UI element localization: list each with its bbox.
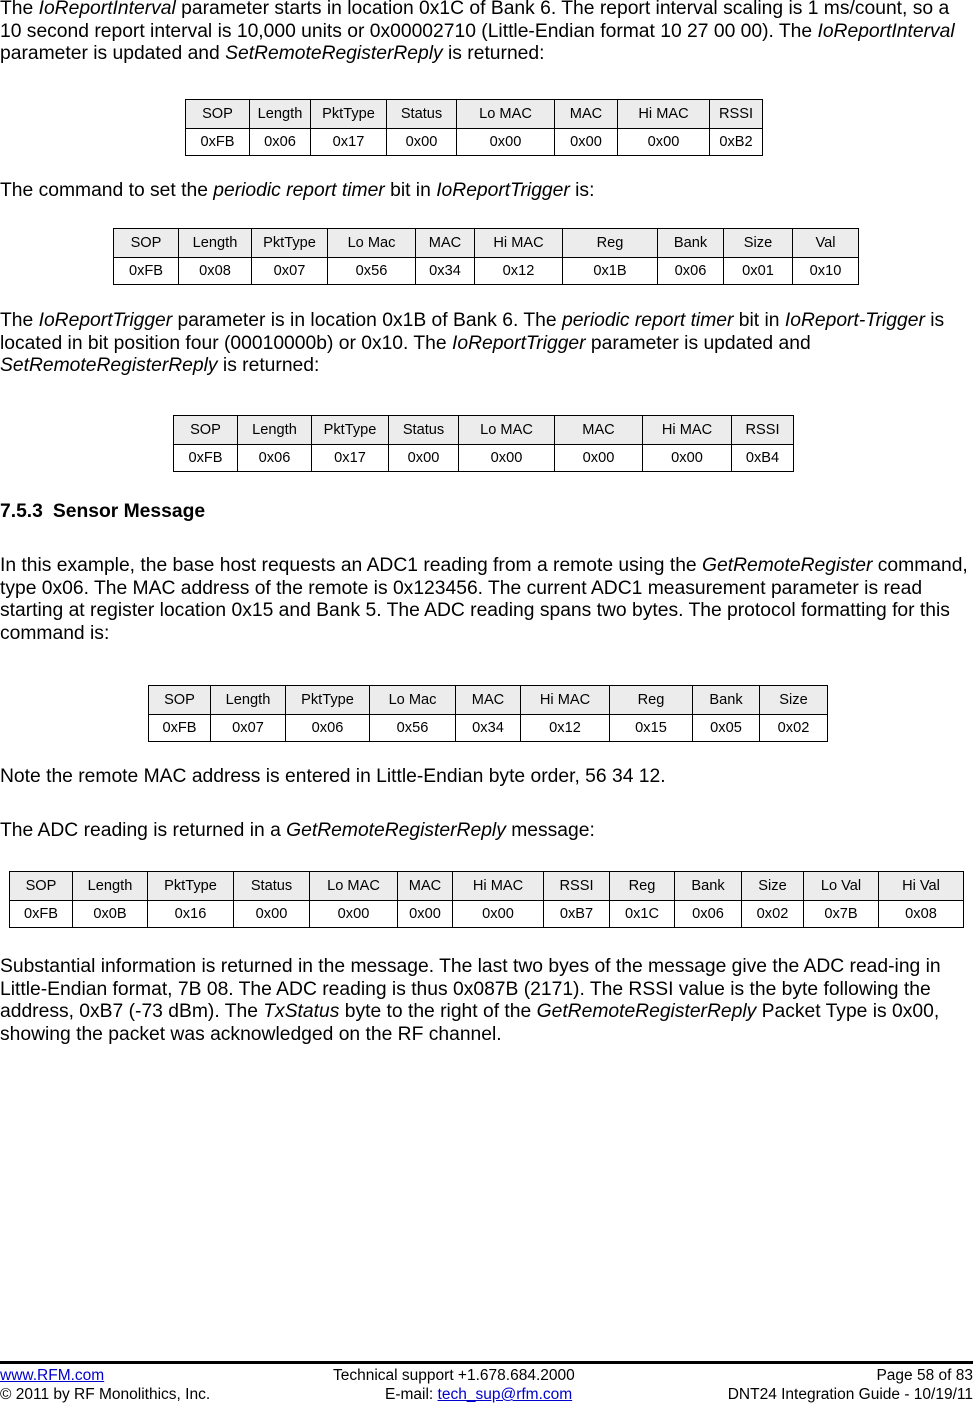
italic-term: IoReportInterval (817, 20, 955, 42)
italic-term: TxStatus (263, 1001, 340, 1022)
value-cell: 0xFB (174, 445, 238, 472)
value-cell: 0x17 (311, 129, 387, 156)
text-run: The ADC reading is returned in a (0, 820, 287, 841)
value-cell: 0x05 (693, 715, 760, 742)
header-cell: Status (389, 416, 459, 445)
value-cell: 0x34 (416, 258, 475, 285)
header-cell: MAC (398, 872, 453, 901)
italic-term: SetRemoteRegisterReply (0, 355, 218, 376)
table-header-row (10, 872, 964, 901)
header-cell: SOP (186, 100, 250, 129)
header-cell: MAC (456, 686, 521, 715)
text-run: is located in bit position four (00010000b) or 0x10. The (0, 310, 945, 354)
table-row (149, 715, 828, 742)
value-cell: 0x06 (658, 258, 724, 285)
table-row (186, 129, 763, 156)
paragraph-set-timer (0, 180, 970, 203)
header-cell: Bank (675, 872, 742, 901)
header-cell: Lo Mac (370, 686, 456, 715)
value-cell: 0x00 (387, 129, 457, 156)
text-run: is: (569, 180, 595, 201)
value-cell: 0xFB (114, 258, 179, 285)
table-row (10, 901, 964, 928)
header-cell: SOP (114, 229, 179, 258)
value-cell: 0xFB (186, 129, 250, 156)
text-run: message: (505, 820, 595, 841)
italic-term: periodic report timer (213, 180, 385, 201)
support-phone: Technical support +1.678.684.2000 (333, 1367, 575, 1384)
header-cell: MAC (555, 416, 643, 445)
header-cell: SOP (10, 872, 73, 901)
value-cell: 0x06 (250, 129, 311, 156)
section-heading (0, 501, 205, 523)
header-cell: RSSI (544, 872, 610, 901)
table-header-row (174, 416, 794, 445)
table-row (114, 258, 859, 285)
value-cell: 0x08 (879, 901, 964, 928)
value-cell: 0x12 (521, 715, 610, 742)
guide-title: DNT24 Integration Guide - 10/19/11 (727, 1386, 973, 1403)
packet-table-4 (148, 685, 828, 742)
italic-term: GetRemoteRegisterReply (536, 1001, 757, 1022)
packet-table-5 (9, 871, 964, 928)
header-cell: Status (387, 100, 457, 129)
value-cell: 0x34 (456, 715, 521, 742)
value-cell: 0x01 (724, 258, 793, 285)
header-cell: RSSI (732, 416, 794, 445)
header-cell: Hi MAC (643, 416, 732, 445)
value-cell: 0x56 (328, 258, 416, 285)
section-title: Sensor Message (52, 501, 206, 522)
packet-table-2 (113, 228, 859, 285)
header-cell: MAC (555, 100, 618, 129)
header-cell: Status (234, 872, 310, 901)
email-link[interactable]: tech_sup@rfm.com (437, 1386, 573, 1403)
header-cell: Bank (658, 229, 724, 258)
header-cell: SOP (149, 686, 211, 715)
value-cell: 0x00 (555, 445, 643, 472)
italic-term: GetRemoteRegisterReply (286, 820, 506, 841)
text-run: In this example, the base host requests an ADC1 reading from a remote using the (0, 555, 703, 576)
paragraph-summary (0, 956, 970, 1046)
text-run: bit in (384, 180, 437, 201)
header-cell: Reg (610, 872, 675, 901)
header-cell: Length (179, 229, 252, 258)
italic-term: IoReportTrigger (436, 180, 570, 201)
text-run: parameter starts in location 0x1C of Bank 6. The report interval scaling is 1 ms/count, so a 10 second report interval is 10,000 units or 0x00002710 (Little-Endian format 10 27 00 00). The (0, 0, 950, 42)
value-cell: 0x1B (563, 258, 658, 285)
header-cell: Reg (563, 229, 658, 258)
italic-term: IoReportInterval (38, 0, 176, 19)
value-cell: 0x00 (459, 445, 555, 472)
value-cell: 0x07 (252, 258, 328, 285)
value-cell: 0x56 (370, 715, 456, 742)
paragraph-sensor-intro (0, 555, 970, 645)
text-run: Substantial information is returned in the message. The last two byes of the message give the ADC read-ing in Little-Endian format, 7B 08. The ADC reading is thus 0x087B (2171). The RSSI value is the byte following the address, 0xB7 (-73 dBm). The (0, 956, 941, 1022)
text-run: The (0, 0, 39, 19)
value-cell: 0x06 (286, 715, 370, 742)
italic-term: periodic report timer (561, 310, 734, 331)
paragraph-report-interval (0, 0, 970, 66)
text-run: is returned: (442, 43, 545, 64)
text-run: The (0, 310, 39, 331)
value-cell: 0x17 (312, 445, 389, 472)
header-cell: PktType (311, 100, 387, 129)
value-cell: 0x00 (310, 901, 398, 928)
text-run: command, type 0x06. The MAC address of the remote is 0x123456. The current ADC1 measurement parameter is read starting at register location 0x15 and Bank 5. The ADC reading spans two bytes. The protocol formatting for this command is: (0, 555, 968, 644)
header-cell: Hi MAC (521, 686, 610, 715)
header-cell: Size (760, 686, 828, 715)
header-cell: Lo MAC (459, 416, 555, 445)
paragraph-reply-intro (0, 820, 970, 843)
email-label: E-mail: (385, 1386, 438, 1403)
italic-term: IoReportTrigger (38, 310, 173, 331)
value-cell: 0x7B (804, 901, 879, 928)
paragraph-report-trigger (0, 310, 970, 378)
value-cell: 0x15 (610, 715, 693, 742)
header-cell: Hi Val (879, 872, 964, 901)
value-cell: 0xB2 (710, 129, 763, 156)
header-cell: Size (724, 229, 793, 258)
header-cell: Hi MAC (453, 872, 544, 901)
header-cell: Length (250, 100, 311, 129)
italic-term: SetRemoteRegisterReply (225, 43, 443, 64)
section-number: 7.5.3 (0, 501, 43, 522)
value-cell: 0x0B (73, 901, 148, 928)
value-cell: 0x1C (610, 901, 675, 928)
value-cell: 0x07 (211, 715, 286, 742)
packet-table-3 (173, 415, 794, 472)
header-cell: Length (73, 872, 148, 901)
header-cell: PktType (148, 872, 234, 901)
page-number: Page 58 of 83 (876, 1367, 973, 1384)
header-cell: MAC (416, 229, 475, 258)
value-cell: 0x06 (675, 901, 742, 928)
text-run: parameter is updated and (0, 43, 226, 64)
text-run: The command to set the (0, 180, 214, 201)
header-cell: Bank (693, 686, 760, 715)
italic-term: IoReport-Trigger (784, 310, 925, 331)
value-cell: 0x00 (643, 445, 732, 472)
value-cell: 0xB7 (544, 901, 610, 928)
text-run: Packet Type is 0x00, showing the packet was acknowledged on the RF channel. (0, 1001, 940, 1045)
footer-divider (0, 1361, 973, 1364)
value-cell: 0x00 (398, 901, 453, 928)
value-cell: 0x00 (453, 901, 544, 928)
table-header-row (149, 686, 828, 715)
value-cell: 0x10 (793, 258, 859, 285)
header-cell: Length (238, 416, 312, 445)
value-cell: 0x00 (389, 445, 459, 472)
value-cell: 0xFB (10, 901, 73, 928)
value-cell: 0x08 (179, 258, 252, 285)
table-header-row (114, 229, 859, 258)
value-cell: 0x00 (618, 129, 710, 156)
header-cell: Lo MAC (310, 872, 398, 901)
text-run: byte to the right of the (339, 1001, 537, 1022)
table-header-row (186, 100, 763, 129)
value-cell: 0x02 (760, 715, 828, 742)
value-cell: 0x02 (742, 901, 804, 928)
email-line (385, 1385, 572, 1404)
text-run: bit in (733, 310, 785, 331)
header-cell: RSSI (710, 100, 763, 129)
italic-term: GetRemoteRegister (702, 555, 873, 576)
header-cell: Lo Val (804, 872, 879, 901)
header-cell: Lo Mac (328, 229, 416, 258)
header-cell: PktType (252, 229, 328, 258)
paragraph-mac-note (0, 766, 970, 789)
text-run: Note the remote MAC address is entered in Little-Endian byte order, 56 34 12. (0, 766, 666, 787)
value-cell: 0xFB (149, 715, 211, 742)
header-cell: Hi MAC (618, 100, 710, 129)
text-run: parameter is in location 0x1B of Bank 6. The (172, 310, 562, 331)
header-cell: Hi MAC (475, 229, 563, 258)
value-cell: 0x16 (148, 901, 234, 928)
text-run: parameter is updated and (585, 332, 811, 354)
packet-table-1 (185, 99, 763, 156)
value-cell: 0xB4 (732, 445, 794, 472)
website-link[interactable]: www.RFM.com (0, 1367, 105, 1384)
value-cell: 0x06 (238, 445, 312, 472)
header-cell: Val (793, 229, 859, 258)
header-cell: SOP (174, 416, 238, 445)
value-cell: 0x00 (234, 901, 310, 928)
value-cell: 0x12 (475, 258, 563, 285)
header-cell: PktType (312, 416, 389, 445)
header-cell: Lo MAC (457, 100, 555, 129)
copyright: © 2011 by RF Monolithics, Inc. (0, 1386, 211, 1403)
table-row (174, 445, 794, 472)
text-run: is returned: (217, 355, 320, 376)
header-cell: PktType (286, 686, 370, 715)
header-cell: Size (742, 872, 804, 901)
header-cell: Length (211, 686, 286, 715)
value-cell: 0x00 (457, 129, 555, 156)
italic-term: IoReportTrigger (451, 332, 586, 354)
value-cell: 0x00 (555, 129, 618, 156)
header-cell: Reg (610, 686, 693, 715)
